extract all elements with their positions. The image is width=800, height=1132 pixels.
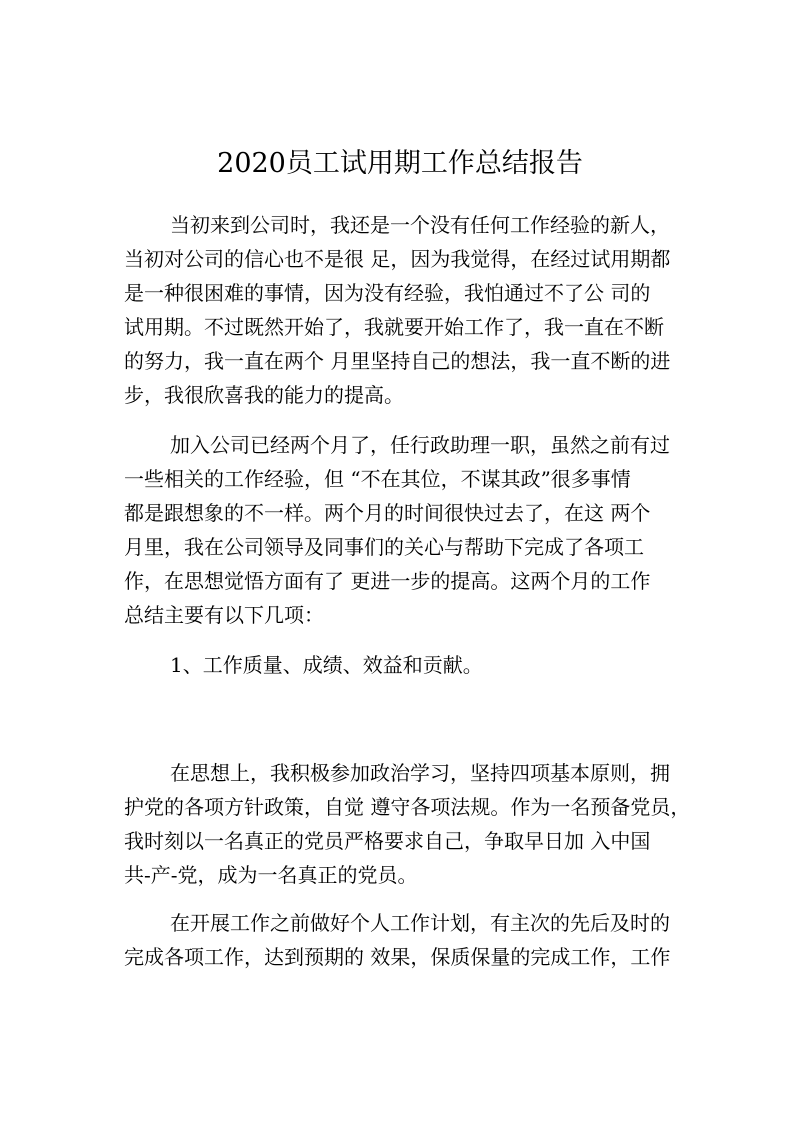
- paragraph-1-line-3: 是一种很困难的事情，因为没有经验，我怕通过不了公 司的: [124, 281, 651, 305]
- paragraph-5-line-2: 完成各项工作，达到预期的 效果，保质保量的完成工作，工作: [124, 945, 671, 969]
- document-title: 2020员工试用期工作总结报告: [217, 148, 583, 179]
- paragraph-4-line-2: 护党的各项方针政策，自觉 遵守各项法规。作为一名预备党员，: [124, 795, 691, 819]
- paragraph-2-line-2: 一些相关的工作经验，但 “不在其位，不谋其政”很多事情: [124, 467, 631, 491]
- paragraph-1-line-5: 的努力，我一直在两个 月里坚持自己的想法，我一直不断的进: [124, 349, 671, 373]
- paragraph-4-line-3: 我时刻以一名真正的党员严格要求自己，争取早日加 入中国: [124, 829, 651, 853]
- paragraph-4-line-4: 共-产-党，成为一名真正的党员。: [124, 863, 418, 887]
- paragraph-2-line-1: 加入公司已经两个月了，任行政助理一职，虽然之前有过: [170, 433, 670, 457]
- paragraph-1-line-6: 步，我很欣喜我的能力的提高。: [124, 383, 404, 407]
- list-item-1: 1、工作质量、成绩、效益和贡献。: [170, 653, 483, 677]
- paragraph-2-line-3: 都是跟想象的不一样。两个月的时间很快过去了，在这 两个: [124, 501, 651, 525]
- paragraph-1-line-4: 试用期。不过既然开始了，我就要开始工作了，我一直在不断: [124, 315, 664, 339]
- paragraph-2-line-4: 月里，我在公司领导及同事们的关心与帮助下完成了各项工: [124, 535, 644, 559]
- paragraph-5-line-1: 在开展工作之前做好个人工作计划，有主次的先后及时的: [170, 911, 670, 935]
- paragraph-2-line-5: 作，在思想觉悟方面有了 更进一步的提高。这两个月的工作: [124, 569, 651, 593]
- paragraph-2-line-6: 总结主要有以下几项：: [124, 603, 324, 627]
- paragraph-4-line-1: 在思想上，我积极参加政治学习，坚持四项基本原则，拥: [170, 761, 670, 785]
- paragraph-1-line-1: 当初来到公司时，我还是一个没有任何工作经验的新人，: [170, 213, 670, 237]
- paragraph-1-line-2: 当初对公司的信心也不是很 足，因为我觉得，在经过试用期都: [124, 247, 671, 271]
